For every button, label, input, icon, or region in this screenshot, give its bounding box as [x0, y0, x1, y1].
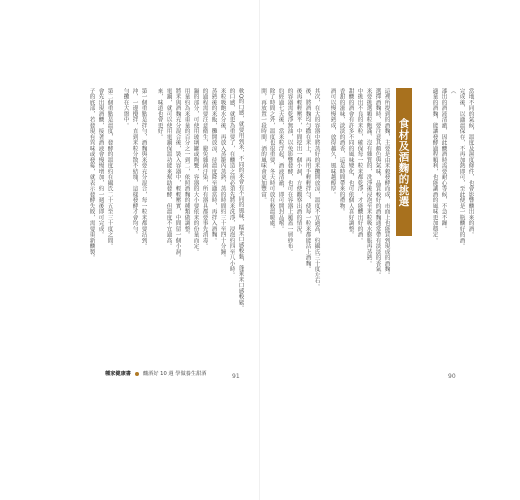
text-column: 其次，在大的容器中將蒸好的米攤開放涼，溫度不宜過高，約攝氏三十度左右。: [313, 88, 320, 290]
text-column: 沖，一邊攪拌，直到米粒分散不結塊，這樣發酵才會均勻。: [131, 88, 138, 238]
text-column: 這裡所提到的酒麴，主要是由米穀發酵而成，市面上也能買到現成的酒麴。: [383, 88, 390, 278]
page-number: 90: [448, 373, 456, 380]
text-column: 後再輕輕壓平，中間挖出一個小洞，方便觀察出酒的情況。: [295, 88, 302, 238]
text-column: 的口感，就更為重要了，在釀造之前必須先將米洗淨，浸泡約四至八小時。: [228, 88, 235, 278]
text-column: 中挑出不良的米粒，確保每一粒米都乾淨，才能釀出好的酒。: [356, 88, 363, 244]
text-column: 當地不同的氣候，溫度及濕度條件，也會影響釀出來的酒。: [467, 88, 474, 238]
text-column: 蒸熟後的米飯，攤開放涼，待溫度降至適當時，再拌入酒麴。: [210, 88, 217, 244]
text-column: 將米與酒麴充分混合後，裝入容器中，輕輕壓實，中間留一個小洞。: [174, 88, 181, 261]
text-column: 漆出的酒液清澈，因此釀酒時需要耐心等候，不急不躁。: [440, 88, 447, 232]
text-column: 酒可以慢慢熟成，放得越久，風味越醇厚。: [329, 88, 336, 198]
text-column: （: [449, 88, 456, 94]
text-column: 用量約為米重量的百分之一到二，依照酒麴的種類做調整。: [183, 88, 190, 238]
text-column: 除了時間之外，溫度也很重要，冬天時可放在較溫暖處。: [268, 88, 275, 232]
text-column: 後，將酒麴均勻撒在米上，再用手輕輕拌勻，使每一粒米都能沾上酒麴。: [304, 88, 311, 272]
text-column: 會先出現酒釀，接著酒液會慢慢增加，約一週後即可完成。: [97, 88, 104, 238]
text-column: 鍋的部分，可使用玻璃罐或陶甕，容器的大小要依米的份量而定。: [192, 88, 199, 255]
book-logo: 種家健康書: [105, 371, 131, 377]
section-title-banner: [396, 88, 412, 236]
text-column: 適量的酒麴，能讓發酵過程順利，也能讓酒的風味更加穩定。: [431, 88, 438, 244]
text-column: 勻攤在大盤中。: [122, 88, 129, 129]
section-title: 食材及酒麴的挑選: [397, 117, 410, 207]
text-column: 約經過七天後，當米粒浮起，酒液清澈，即可開封品嚐。: [277, 88, 284, 232]
text-column: 的過程需要注意衛生，避免雜菌汙染，所有器具都要事先消毒。: [201, 88, 208, 249]
text-column: 第二個重點是溫度，發酵的溫度約在攝氏二十五至三十度之間。: [106, 88, 113, 249]
book-gutter: [259, 0, 260, 500]
text-column: 米粒吸飽水分後，再放入蒸籠內蒸熟，蒸的時間約三十至四十分鐘。: [219, 88, 226, 261]
text-column: 第一個重點是拌勻，酒麴與米要充分混合，每一粒米都要沾到。: [140, 88, 147, 249]
text-column: 米要挑選顆粒飽滿、沒有雜質的，洗淨後浸泡至米粒吸水膨脹再蒸熟。: [365, 88, 372, 267]
text-column: 軟Q的口感，就要用到米，不同的米會有不同的風味，糯米口感較黏，蓬萊米口感較鬆。: [237, 88, 244, 312]
text-column: 甜釀的酒會有許多不同的風味變化，也可依個人喜好調整。: [347, 88, 354, 238]
page-number: 91: [232, 373, 240, 380]
text-column: 電鍋，就可以使用電鍋保溫功能來幫助發酵，但溫度不宜過高。: [165, 88, 172, 249]
text-column: 的容器需乾淨無油，以免影響發酵，也可在容器上覆蓋一層紗布。: [286, 88, 293, 255]
text-column: 子的底部，若發現有異味或發霉，就表示發酵失敗，需要重新釀製。: [88, 88, 95, 261]
text-column: 開，再放置一段時間，酒的風味會更加豐富。: [260, 88, 266, 203]
text-column: 來，味道也會更好。: [156, 88, 163, 140]
text-column: 香甜的滋味，淡淡的酒香，這是時間帶來的禮物。: [338, 88, 345, 215]
running-footer: [105, 370, 206, 377]
book-subtitle: 釀酒好 10 週 學做養生甜酒: [142, 371, 207, 377]
footer-dot-icon: [135, 372, 139, 376]
text-column: 選擇酒麴時，要注意其顏色與氣味，品質較好的酒麴通常帶有淡淡的香氣。: [374, 88, 381, 278]
text-column: 完成後，以適溫保存，不再加熱即可，至此便是一瓶釀好的酒。: [458, 88, 465, 249]
